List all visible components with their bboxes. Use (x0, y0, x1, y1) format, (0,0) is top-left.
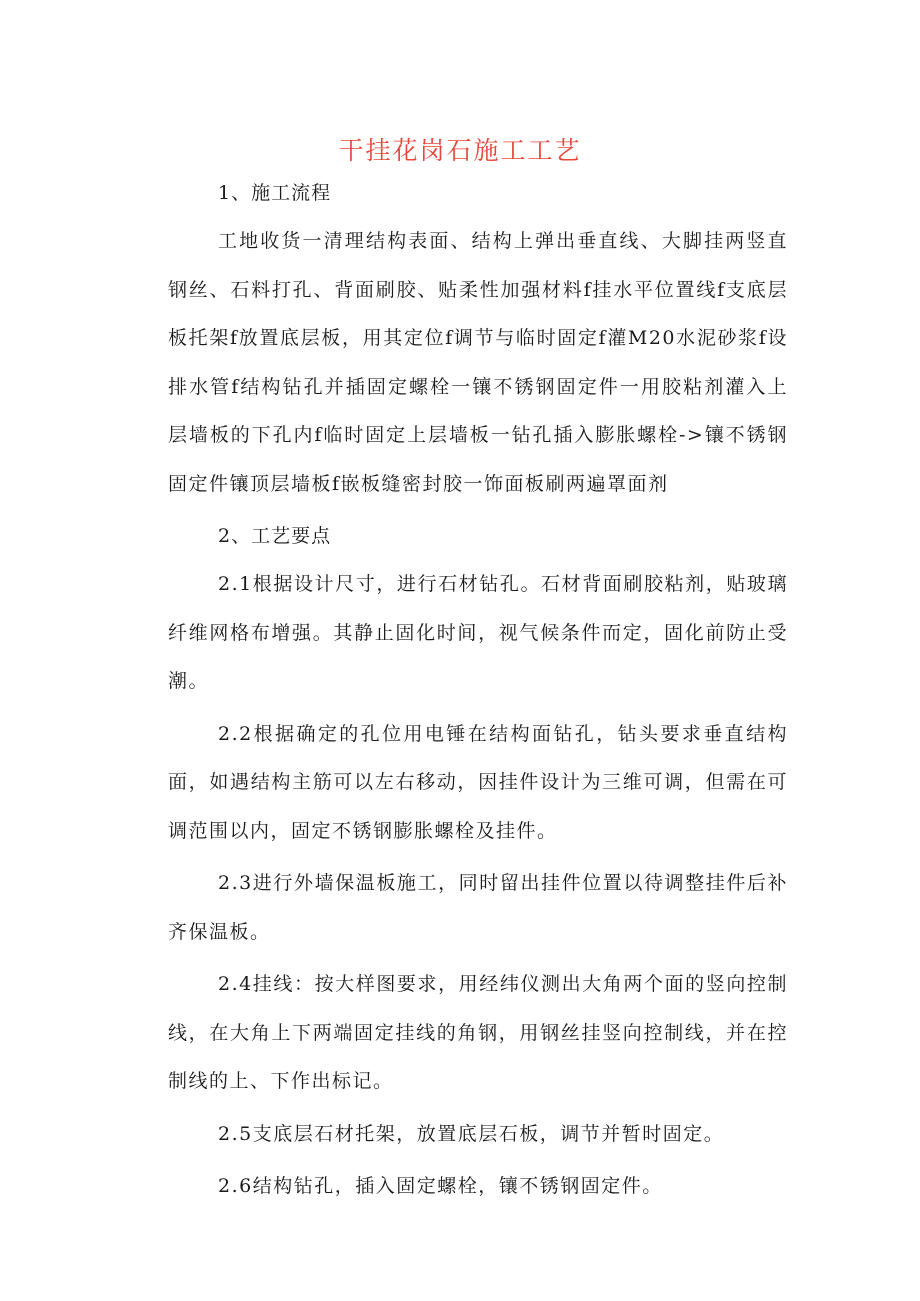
section-heading-2: 2、工艺要点 (218, 525, 332, 547)
section-heading-1: 1、施工流程 (218, 182, 332, 204)
document-title: 干挂花岗石施工工艺 (338, 135, 582, 165)
process-point-2-3: 2.3进行外墙保温板施工，同时留出挂件位置以待调整挂件后补齐保温板。 (168, 872, 788, 943)
process-point-2-4: 2.4挂线：按大样图要求，用经纬仪测出大角两个面的竖向控制线，在大角上下两端固定挂线的角钢，用钢丝挂竖向控制线，并在控制线的上、下作出标记。 (168, 973, 788, 1092)
document-content (168, 169, 788, 1211)
process-point-2-1: 2.1根据设计尺寸，进行石材钻孔。石材背面刷胶粘剂，贴玻璃纤维网格布增强。其静止固化时间，视气候条件而定，固化前防止受潮。 (168, 573, 788, 692)
process-point-2-6: 2.6结构钻孔，插入固定螺栓，镶不锈钢固定件。 (218, 1175, 663, 1197)
process-point-2-2: 2.2根据确定的孔位用电锤在结构面钻孔，钻头要求垂直结构面，如遇结构主筋可以左右移动，因挂件设计为三维可调，但需在可调范围以内，固定不锈钢膨胀螺栓及挂件。 (168, 722, 788, 842)
process-point-2-5: 2.5支底层石材托架，放置底层石板，调节并暂时固定。 (218, 1122, 725, 1145)
construction-flow-paragraph: 工地收货一清理结构表面、结构上弹出垂直线、大脚挂两竖直钢丝、石料打孔、背面刷胶、贴柔性加强材料f挂水平位置线f支底层板托架f放置底层板，用其定位f调节与临时固定f灌M20水泥砂浆f设排水管f结构钻孔并插固定螺栓一镶不锈钢固定件一用胶粘剂灌入上层墙板的下孔内f临时固定上层墙板一钻孔插入膨胀螺栓->镶不锈钢固定件镶顶层墙板f嵌板缝密封胶一饰面板刷两遍罩面剂 (168, 230, 788, 495)
